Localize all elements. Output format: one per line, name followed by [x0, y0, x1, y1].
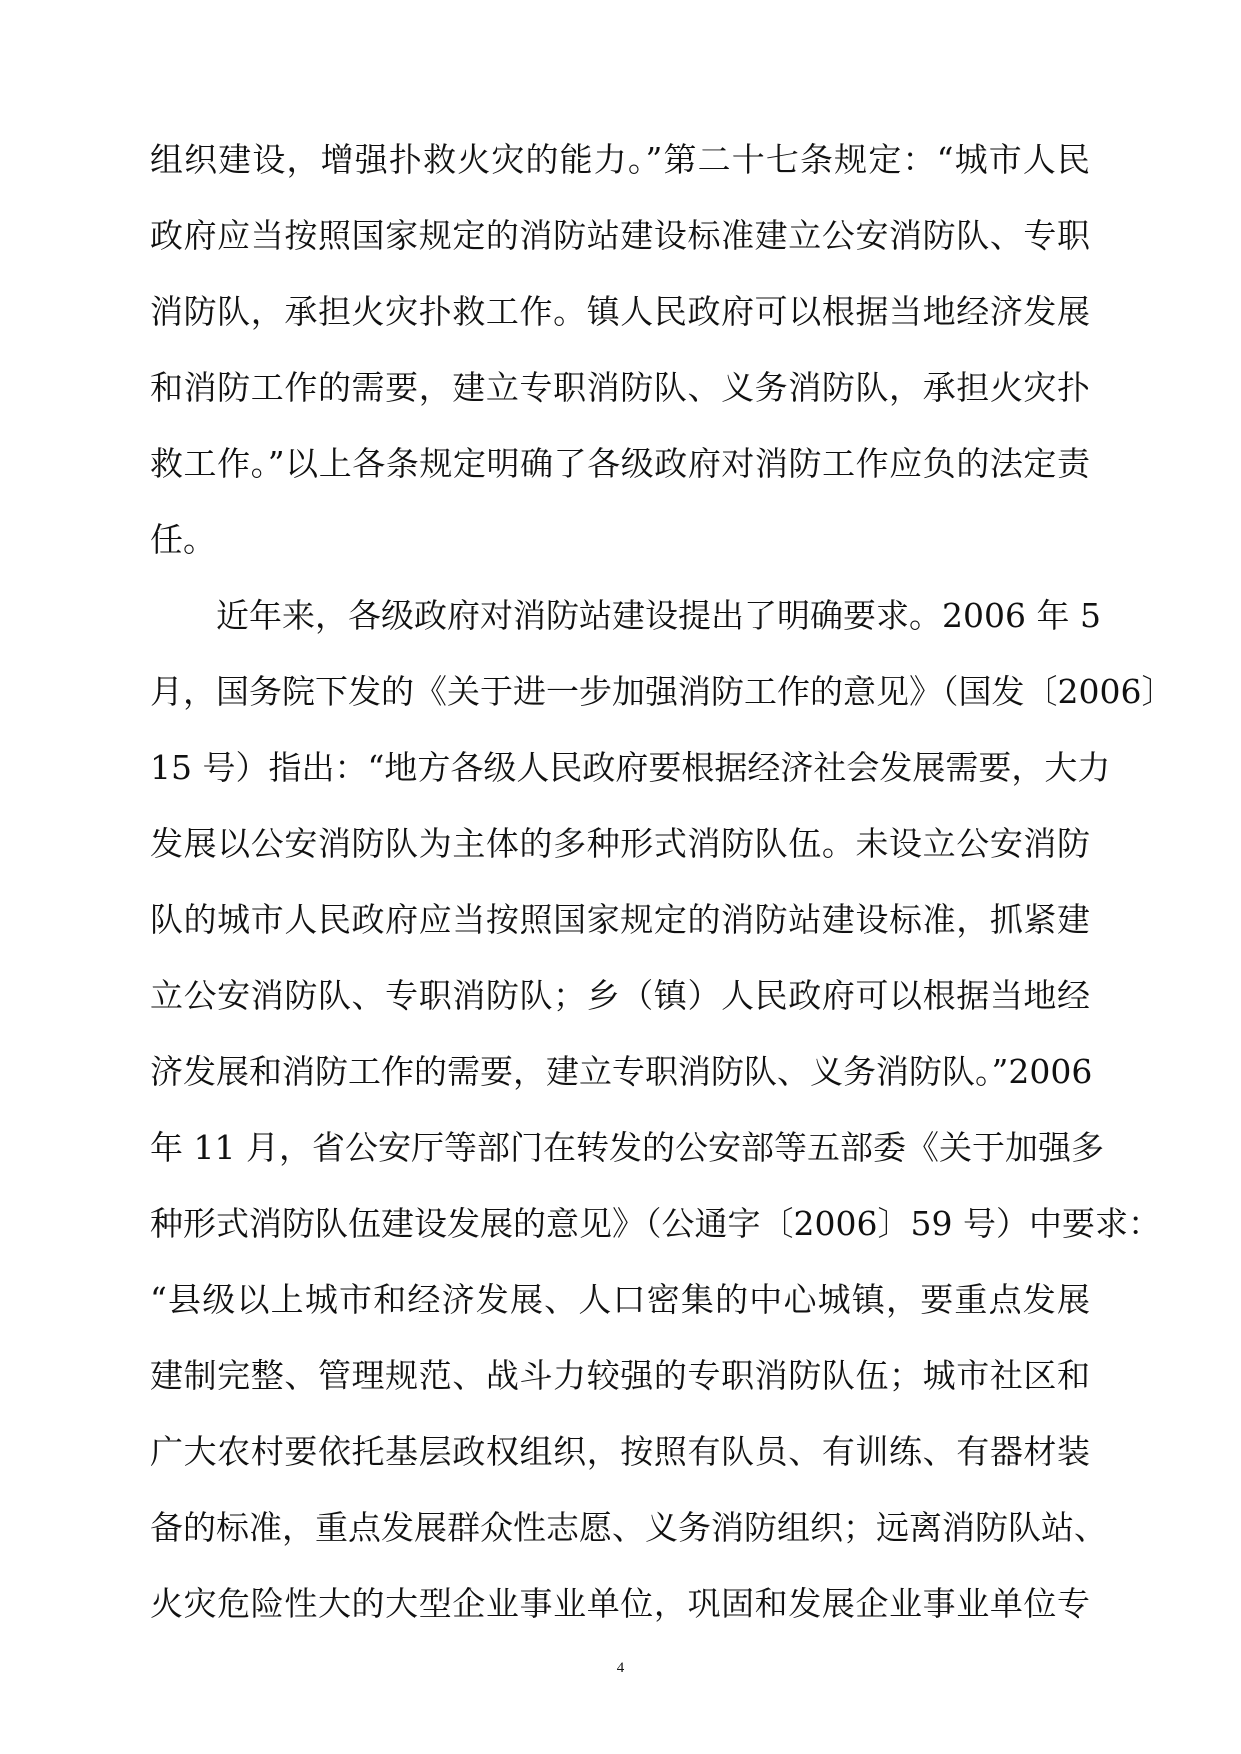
- text-line: 任。: [150, 520, 216, 559]
- text-line: 广大农村要依托基层政权组织，按照有队员、有训练、有器材装: [150, 1432, 1090, 1471]
- text-line: 消防队，承担火灾扑救工作。镇人民政府可以根据当地经济发展: [150, 292, 1090, 331]
- paragraph-first-line: 近年来，各级政府对消防站建设提出了明确要求。2006 年 5: [216, 596, 1101, 635]
- text-line: 种形式消防队伍建设发展的意见》（公通字〔2006〕59 号）中要求：: [150, 1204, 1161, 1243]
- text-line: 建制完整、管理规范、战斗力较强的专职消防队伍；城市社区和: [150, 1356, 1090, 1395]
- text-line: 和消防工作的需要，建立专职消防队、义务消防队，承担火灾扑: [150, 368, 1090, 407]
- text-line: 15 号）指出：“地方各级人民政府要根据经济社会发展需要，大力: [150, 748, 1111, 787]
- text-line: 年 11 月，省公安厅等部门在转发的公安部等五部委《关于加强多: [150, 1128, 1104, 1167]
- text-line: 政府应当按照国家规定的消防站建设标准建立公安消防队、专职: [150, 216, 1090, 255]
- page-number: 4: [616, 1660, 625, 1676]
- text-line: 火灾危险性大的大型企业事业单位，巩固和发展企业事业单位专: [150, 1584, 1090, 1623]
- text-line: 济发展和消防工作的需要，建立专职消防队、义务消防队。”2006: [150, 1052, 1093, 1091]
- text-line: 组织建设，增强扑救火灾的能力。”第二十七条规定：“城市人民: [150, 140, 1090, 179]
- text-line: 队的城市人民政府应当按照国家规定的消防站建设标准，抓紧建: [150, 900, 1090, 939]
- text-line: 发展以公安消防队为主体的多种形式消防队伍。未设立公安消防: [150, 824, 1090, 863]
- text-line: 备的标准，重点发展群众性志愿、义务消防组织；远离消防队站、: [150, 1508, 1107, 1547]
- text-line: 月，国务院下发的《关于进一步加强消防工作的意见》（国发〔2006〕: [150, 672, 1175, 711]
- text-line: “县级以上城市和经济发展、人口密集的中心城镇，要重点发展: [150, 1280, 1090, 1319]
- text-line: 救工作。”以上各条规定明确了各级政府对消防工作应负的法定责: [150, 444, 1090, 483]
- text-line: 立公安消防队、专职消防队；乡（镇）人民政府可以根据当地经: [150, 976, 1090, 1015]
